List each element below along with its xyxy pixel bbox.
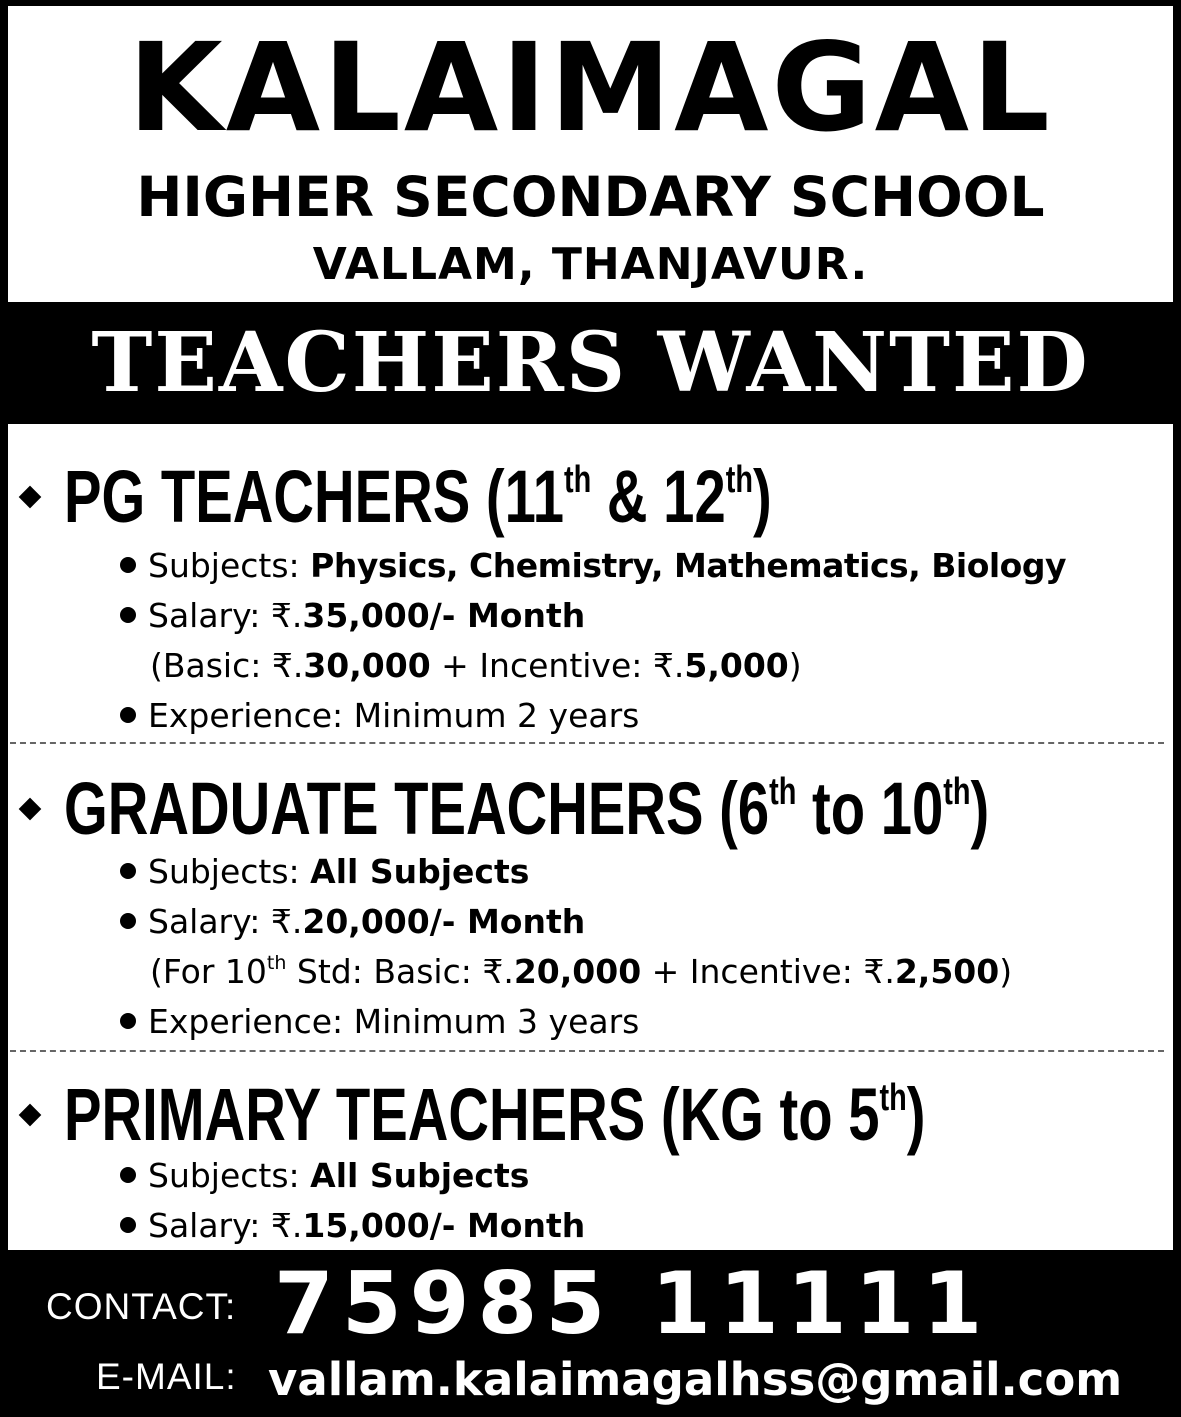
bullet-dot-icon: [120, 557, 136, 573]
header-box: [8, 6, 1173, 302]
teachers-wanted-banner: TEACHERS WANTED: [91, 315, 1090, 411]
salary-line: Salary: ₹.15,000/- Month: [120, 1202, 585, 1250]
section-heading: GRADUATE TEACHERS (6th to 10th): [64, 767, 990, 850]
section-heading: PG TEACHERS (11th & 12th): [64, 455, 772, 538]
section-title: [8, 442, 1173, 552]
email-label: E-MAIL:: [96, 1356, 237, 1397]
section-heading: PRIMARY TEACHERS (KG to 5th): [64, 1073, 926, 1156]
diamond-bullet-icon: [19, 798, 42, 821]
salary-line: Salary: ₹.35,000/- Month: [120, 592, 585, 640]
bullet-dot-icon: [120, 863, 136, 879]
section-divider: [10, 1050, 1164, 1052]
diamond-bullet-icon: [19, 1104, 42, 1127]
salary-breakdown: (Basic: ₹.30,000 + Incentive: ₹.5,000): [150, 646, 802, 685]
subjects-line: Subjects: Physics, Chemistry, Mathematics, Biology: [120, 542, 1066, 590]
subjects-line: Subjects: All Subjects: [120, 848, 529, 896]
diamond-bullet-icon: [19, 486, 42, 509]
experience-line: Experience: Minimum 2 years: [120, 692, 639, 740]
bullet-dot-icon: [120, 1013, 136, 1029]
school-type: HIGHER SECONDARY SCHOOL: [136, 165, 1045, 229]
bullet-dot-icon: [120, 707, 136, 723]
contact-phone[interactable]: 75985 11111: [274, 1254, 991, 1354]
bullet-dot-icon: [120, 913, 136, 929]
bullet-dot-icon: [120, 1217, 136, 1233]
school-location: VALLAM, THANJAVUR.: [312, 239, 869, 290]
school-name: KALAIMAGAL: [128, 17, 1053, 159]
contact-label: CONTACT:: [46, 1286, 237, 1327]
salary-line: Salary: ₹.20,000/- Month: [120, 898, 585, 946]
subjects-line: Subjects: All Subjects: [120, 1152, 529, 1200]
content-box: [8, 424, 1173, 1250]
bullet-dot-icon: [120, 607, 136, 623]
experience-line: Experience: Minimum 3 years: [120, 998, 639, 1046]
section-divider: [10, 742, 1164, 744]
salary-breakdown: (For 10th Std: Basic: ₹.20,000 + Incentive: ₹.2,500): [150, 952, 1013, 991]
bullet-dot-icon: [120, 1167, 136, 1183]
email-address[interactable]: vallam.kalaimagalhss@gmail.com: [268, 1353, 1123, 1406]
